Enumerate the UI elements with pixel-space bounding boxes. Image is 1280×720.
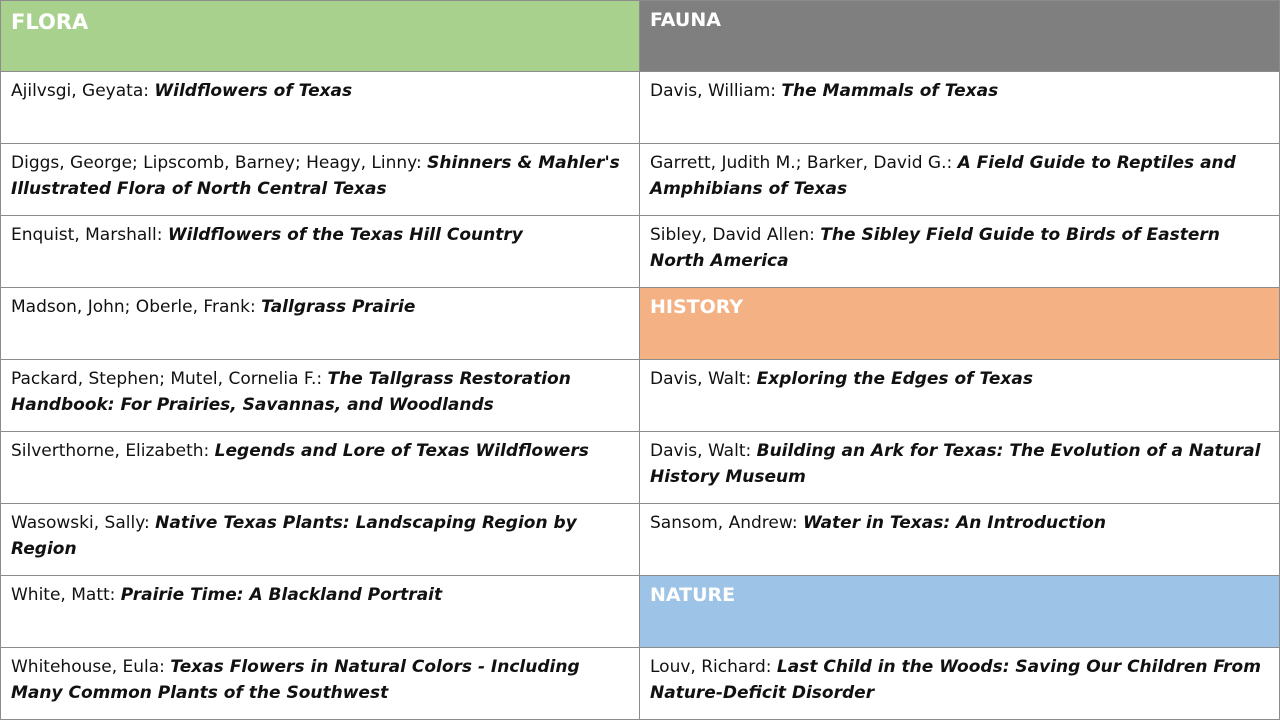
entry-title: Texas Flowers in Natural Colors - Including Many Common Plants of the Southwest (11, 657, 580, 703)
history-entry (640, 360, 1280, 432)
entry-author: Wasowski, Sally: (11, 513, 156, 533)
flora-entry (0, 144, 640, 216)
entry-title: Water in Texas: An Introduction (802, 513, 1106, 533)
entry-author: Silverthorne, Elizabeth: (11, 441, 215, 461)
flora-entry (0, 504, 640, 576)
entry-title: Shinners & Mahler's Illustrated Flora of North Central Texas (11, 153, 620, 199)
nature-entry (640, 648, 1280, 720)
entry-title: Last Child in the Woods: Saving Our Children From Nature-Deficit Disorder (650, 657, 1261, 703)
entry-title: Wildflowers of Texas (154, 81, 353, 101)
entry-author: Whitehouse, Eula: (11, 657, 171, 677)
fauna-entry (640, 144, 1280, 216)
entry-title: Prairie Time: A Blackland Portrait (120, 585, 443, 605)
flora-entry (0, 576, 640, 648)
entry-author: White, Matt: (11, 585, 121, 605)
entry-author: Packard, Stephen; Mutel, Cornelia F.: (11, 369, 328, 389)
entry-author: Sibley, David Allen: (650, 225, 821, 245)
flora-entry (0, 360, 640, 432)
flora-header: FLORA (0, 0, 640, 72)
entry-author: Madson, John; Oberle, Frank: (11, 297, 262, 317)
flora-entry (0, 216, 640, 288)
entry-author: Davis, William: (650, 81, 782, 101)
entry-author: Enquist, Marshall: (11, 225, 168, 245)
fauna-entry (640, 72, 1280, 144)
history-header: HISTORY (640, 288, 1280, 360)
entry-title: Tallgrass Prairie (261, 297, 416, 317)
entry-title: The Mammals of Texas (781, 81, 999, 101)
history-entry (640, 504, 1280, 576)
entry-title: Native Texas Plants: Landscaping Region by Region (11, 513, 577, 559)
entry-author: Ajilvsgi, Geyata: (11, 81, 155, 101)
entry-title: The Sibley Field Guide to Birds of Eastern North America (650, 225, 1220, 271)
entry-title: Legends and Lore of Texas Wildflowers (214, 441, 589, 461)
entry-author: Davis, Walt: (650, 441, 757, 461)
entry-title: Exploring the Edges of Texas (756, 369, 1033, 389)
history-entry (640, 432, 1280, 504)
flora-entry (0, 72, 640, 144)
entry-title: A Field Guide to Reptiles and Amphibians of Texas (650, 153, 1236, 199)
entry-author: Garrett, Judith M.; Barker, David G.: (650, 153, 958, 173)
entry-author: Davis, Walt: (650, 369, 757, 389)
entry-title: Wildflowers of the Texas Hill Country (167, 225, 523, 245)
fauna-entry (640, 216, 1280, 288)
entry-author: Louv, Richard: (650, 657, 777, 677)
fauna-header: FAUNA (640, 0, 1280, 72)
flora-entry (0, 288, 640, 360)
entry-author: Diggs, George; Lipscomb, Barney; Heagy, Linny: (11, 153, 428, 173)
entry-author: Sansom, Andrew: (650, 513, 803, 533)
entry-title: The Tallgrass Restoration Handbook: For Prairies, Savannas, and Woodlands (11, 369, 571, 415)
flora-entry (0, 432, 640, 504)
flora-entry (0, 648, 640, 720)
nature-header: NATURE (640, 576, 1280, 648)
entry-title: Building an Ark for Texas: The Evolution of a Natural History Museum (650, 441, 1261, 487)
